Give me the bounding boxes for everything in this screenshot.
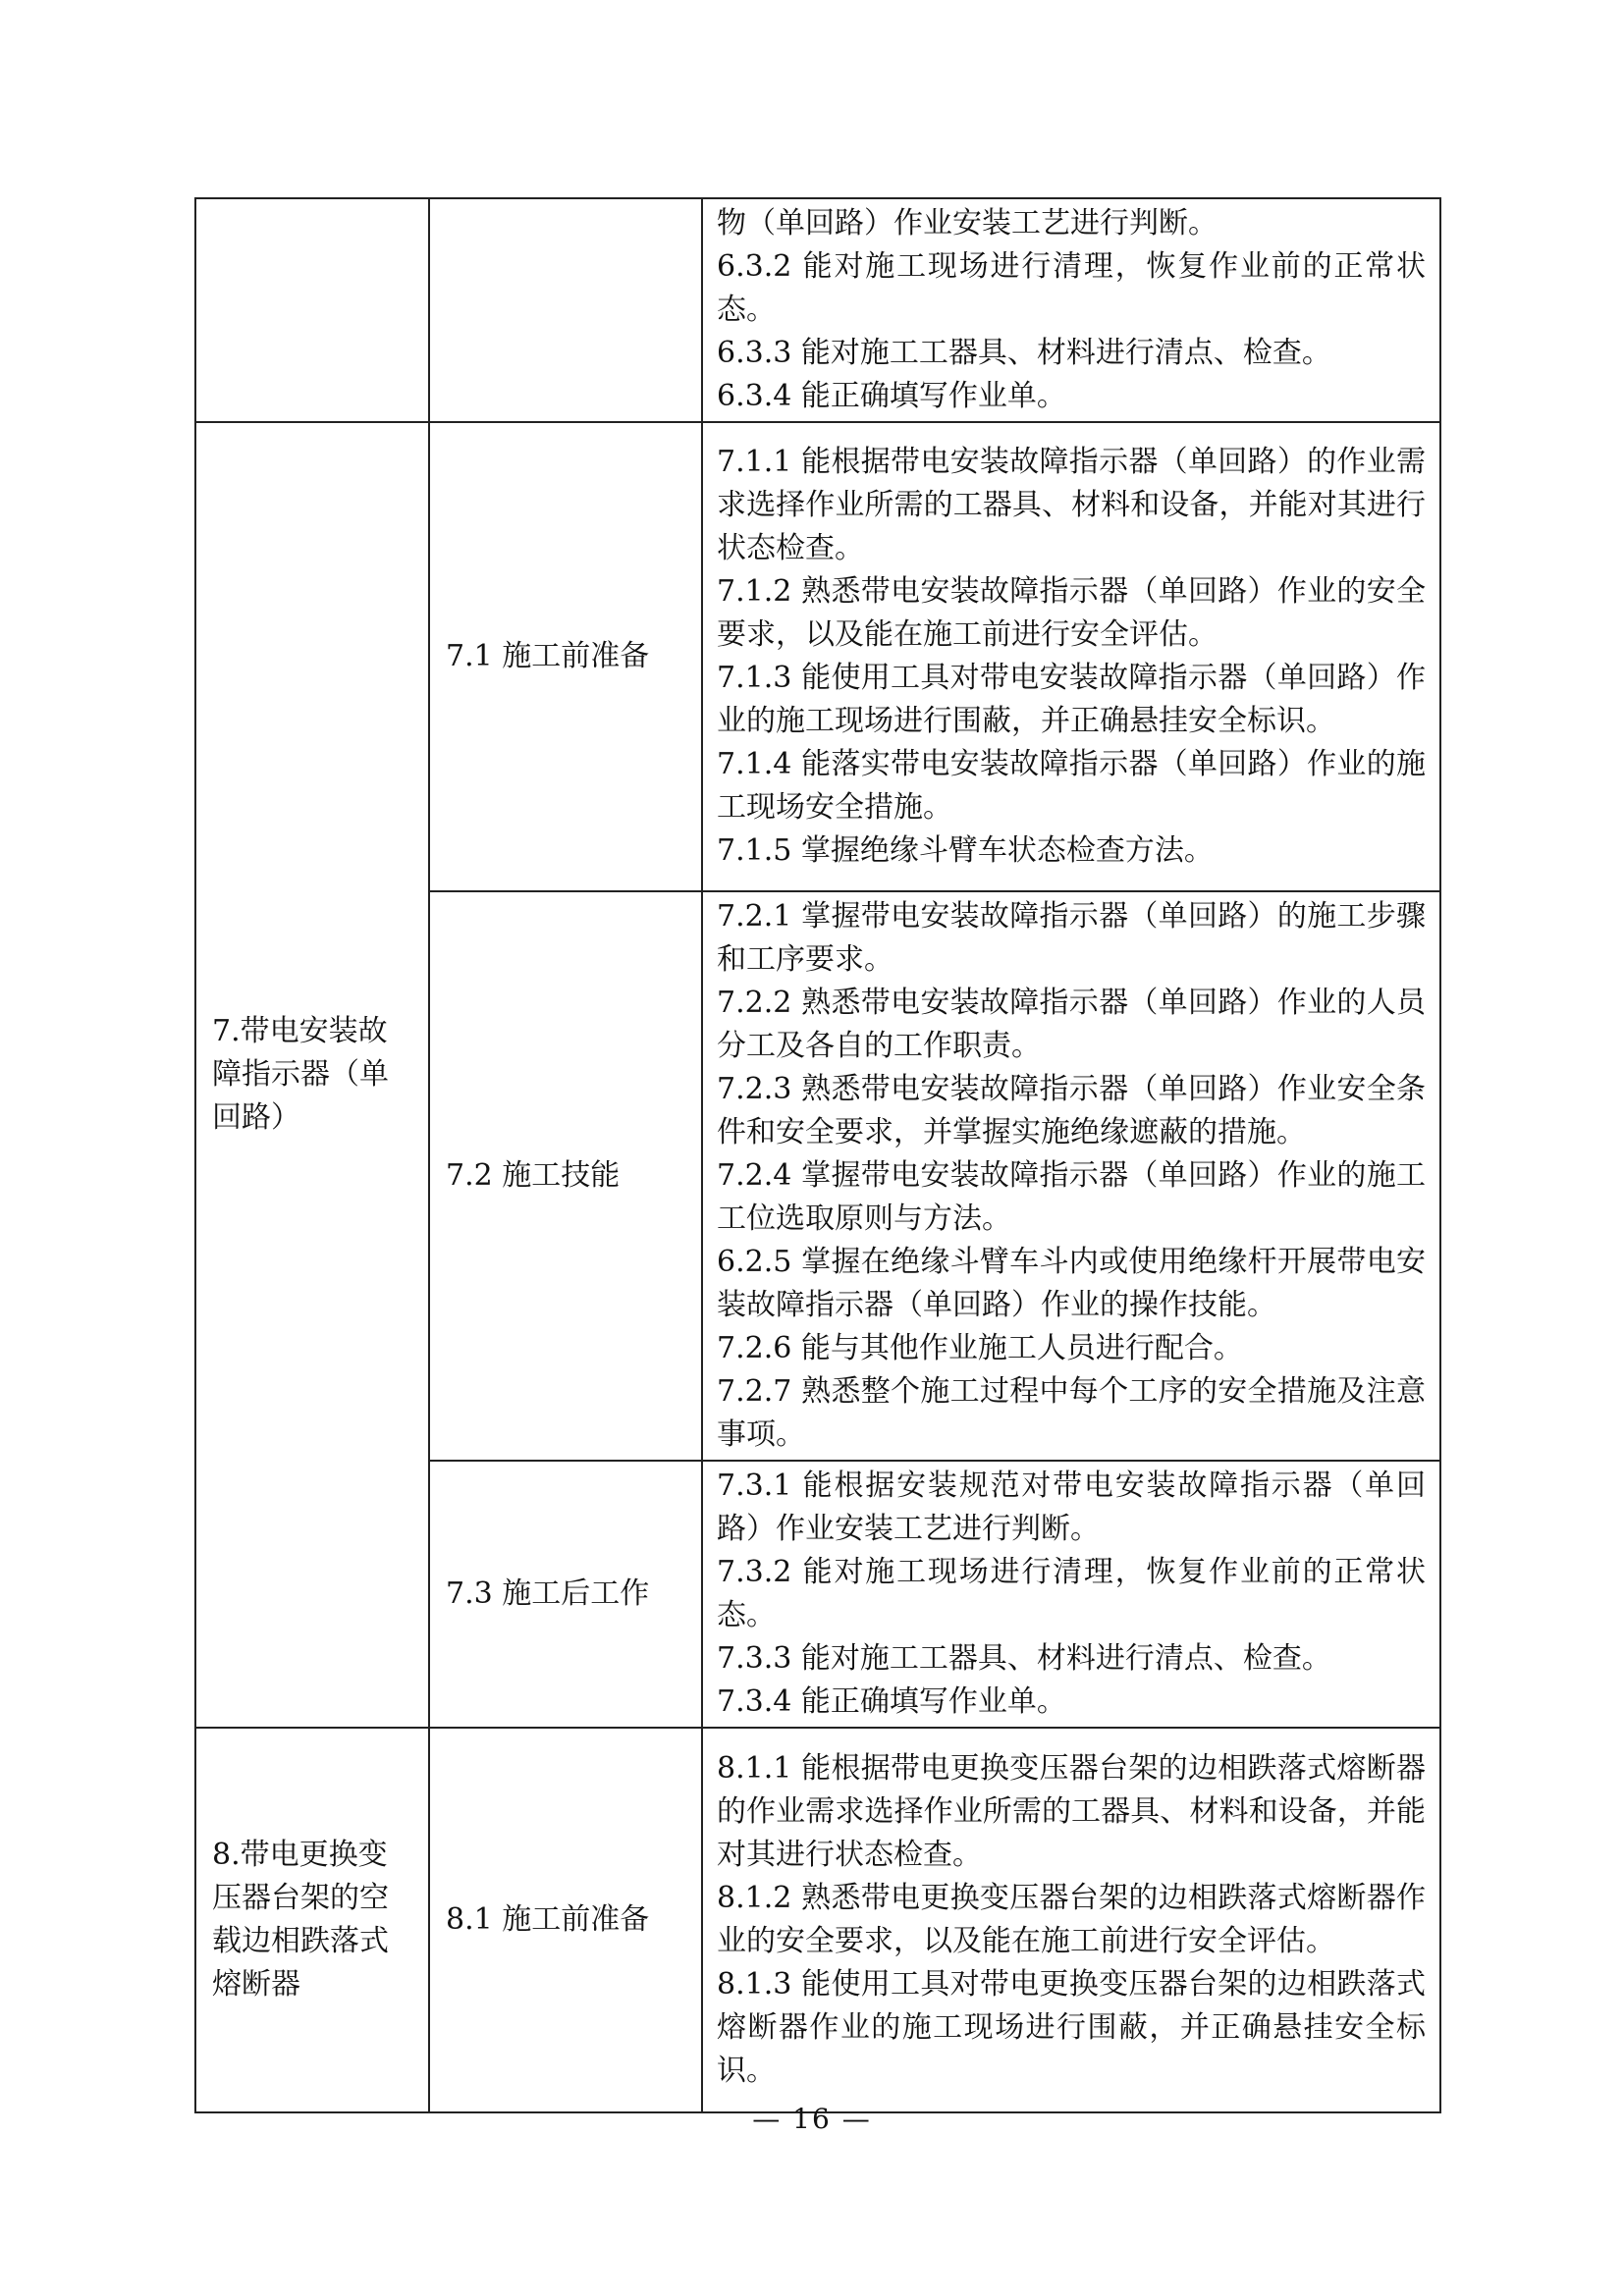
- item-text: 7.2.6 能与其他作业施工人员进行配合。: [717, 1331, 1243, 1365]
- item-text: 7.1.5 掌握绝缘斗臂车状态检查方法。: [717, 833, 1214, 868]
- item-text: 7.1.1 能根据带电安装故障指示器（单回路）的作业需求选择作业所需的工器具、材料和设备，并能对其进行状态检查。: [717, 445, 1426, 565]
- items-cell: [702, 422, 1440, 891]
- item-text: 6.3.4 能正确填写作业单。: [717, 379, 1066, 413]
- section-cell-8-1: 8.1 施工前准备: [429, 1728, 702, 2112]
- items-cell: [702, 1461, 1440, 1728]
- item-text: 7.3.3 能对施工工器具、材料进行清点、检查。: [717, 1641, 1331, 1676]
- item-text: 8.1.1 能根据带电更换变压器台架的边相跌落式熔断器的作业需求选择作业所需的工器具、材料和设备，并能对其进行状态检查。: [717, 1751, 1426, 1872]
- section-cell-empty: [429, 198, 702, 422]
- section-cell-7-3: 7.3 施工后工作: [429, 1461, 702, 1728]
- item-text: 7.2.7 熟悉整个施工过程中每个工序的安全措施及注意事项。: [717, 1374, 1426, 1452]
- item-text: 7.2.4 掌握带电安装故障指示器（单回路）作业的施工工位选取原则与方法。: [717, 1158, 1426, 1236]
- table-row: [195, 198, 1440, 422]
- item-text: 8.1.3 能使用工具对带电更换变压器台架的边相跌落式熔断器作业的施工现场进行围蔽，并正确悬挂安全标识。: [717, 1967, 1426, 2088]
- item-text: 8.1.2 熟悉带电更换变压器台架的边相跌落式熔断器作业的安全要求，以及能在施工前进行安全评估。: [717, 1881, 1426, 1958]
- item-text: 6.2.5 掌握在绝缘斗臂车斗内或使用绝缘杆开展带电安装故障指示器（单回路）作业的操作技能。: [717, 1245, 1426, 1322]
- items-cell: [702, 891, 1440, 1461]
- table-row: [195, 1728, 1440, 2112]
- module-cell-empty: [195, 198, 429, 422]
- item-text: 7.3.1 能根据安装规范对带电安装故障指示器（单回路）作业安装工艺进行判断。: [717, 1468, 1426, 1546]
- table-row: [195, 422, 1440, 891]
- competency-table: [194, 197, 1441, 2113]
- item-text: 7.1.2 熟悉带电安装故障指示器（单回路）作业的安全要求，以及能在施工前进行安全评估。: [717, 574, 1426, 652]
- item-text: 7.2.1 掌握带电安装故障指示器（单回路）的施工步骤和工序要求。: [717, 899, 1426, 977]
- item-text: 7.3.4 能正确填写作业单。: [717, 1684, 1066, 1719]
- item-text: 7.2.3 熟悉带电安装故障指示器（单回路）作业安全条件和安全要求，并掌握实施绝缘遮蔽的措施。: [717, 1072, 1426, 1149]
- item-text: 7.1.4 能落实带电安装故障指示器（单回路）作业的施工现场安全措施。: [717, 747, 1426, 825]
- item-text: 7.3.2 能对施工现场进行清理，恢复作业前的正常状态。: [717, 1555, 1426, 1632]
- module-cell-7: 7.带电安装故障指示器（单回路）: [195, 422, 429, 1728]
- item-text: 7.1.3 能使用工具对带电安装故障指示器（单回路）作业的施工现场进行围蔽，并正确悬挂安全标识。: [717, 661, 1426, 738]
- section-cell-7-1: 7.1 施工前准备: [429, 422, 702, 891]
- section-cell-7-2: 7.2 施工技能: [429, 891, 702, 1461]
- item-text: 6.3.2 能对施工现场进行清理，恢复作业前的正常状态。: [717, 249, 1426, 327]
- items-cell: [702, 1728, 1440, 2112]
- items-cell: [702, 198, 1440, 422]
- module-cell-8: 8.带电更换变压器台架的空载边相跌落式熔断器: [195, 1728, 429, 2112]
- item-text: 7.2.2 熟悉带电安装故障指示器（单回路）作业的人员分工及各自的工作职责。: [717, 986, 1426, 1063]
- item-text: 物（单回路）作业安装工艺进行判断。: [717, 206, 1218, 240]
- page-number: — 16 —: [752, 2103, 872, 2135]
- item-text: 6.3.3 能对施工工器具、材料进行清点、检查。: [717, 336, 1331, 370]
